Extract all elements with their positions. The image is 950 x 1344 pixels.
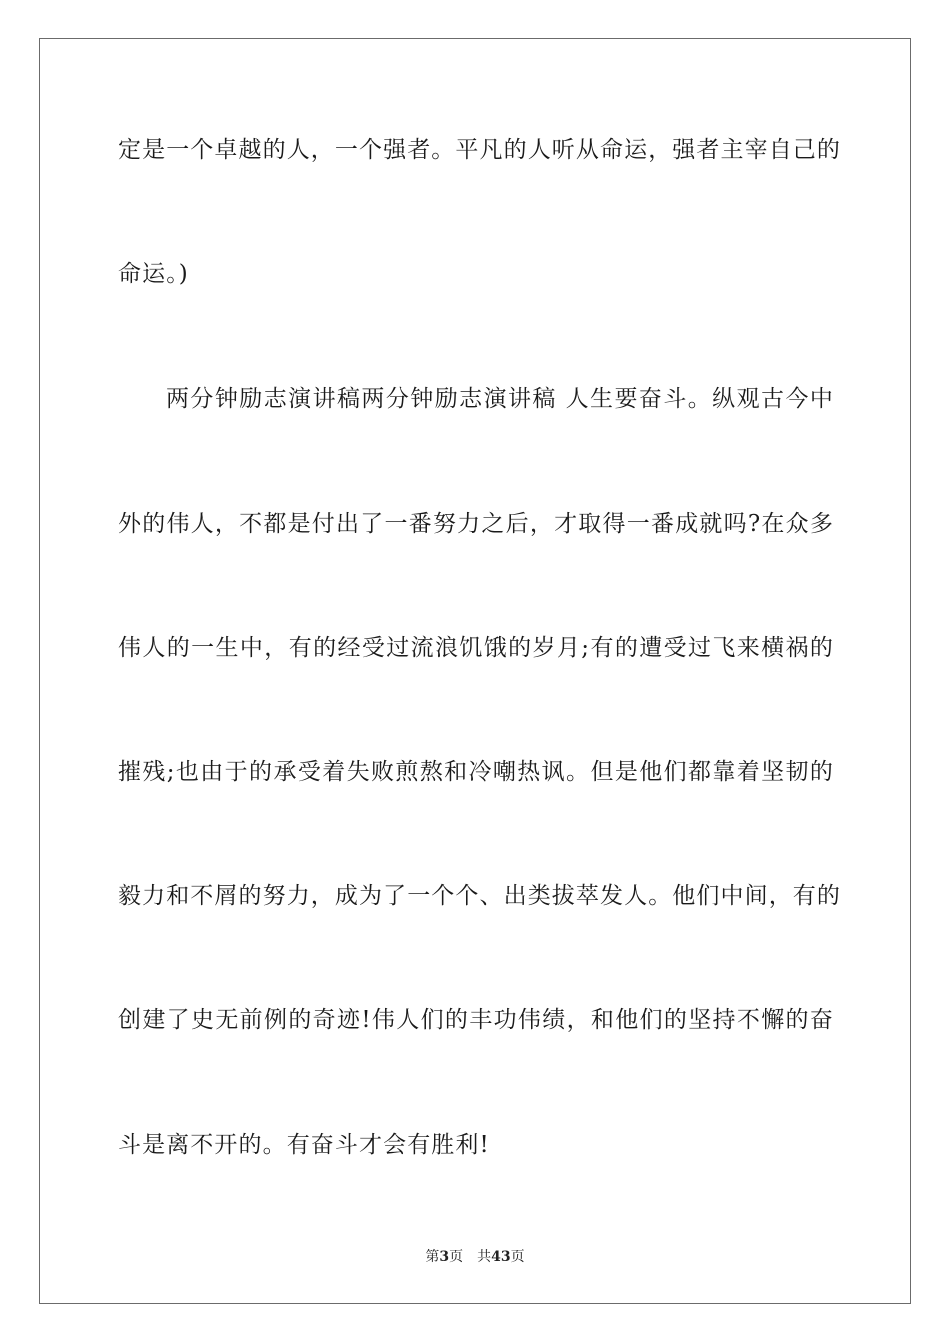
body-line-4: 外的伟人，不都是付出了一番努力之后，才取得一番成就吗?在众多 — [118, 511, 834, 537]
body-line-2: 命运。) — [118, 261, 189, 287]
total-pages: 43 — [491, 1249, 511, 1265]
page-footer — [0, 1248, 950, 1266]
total-prefix: 共 — [477, 1249, 492, 1265]
body-line-1: 定是一个卓越的人，一个强者。平凡的人听从命运，强者主宰自己的 — [118, 137, 841, 163]
body-line-9: 斗是离不开的。有奋斗才会有胜利! — [118, 1132, 490, 1158]
page-frame — [39, 38, 911, 1304]
page-number: 3 — [439, 1249, 450, 1265]
page-prefix: 第 — [425, 1249, 440, 1265]
body-line-5: 伟人的一生中，有的经受过流浪饥饿的岁月;有的遭受过飞来横祸的 — [118, 635, 834, 661]
total-suffix: 页 — [510, 1249, 525, 1265]
body-line-8: 创建了史无前例的奇迹!伟人们的丰功伟绩，和他们的坚持不懈的奋 — [118, 1007, 834, 1033]
body-line-6: 摧残;也由于的承受着失败煎熬和冷嘲热讽。但是他们都靠着坚韧的 — [118, 759, 834, 785]
body-line-3: 两分钟励志演讲稿两分钟励志演讲稿 人生要奋斗。纵观古今中 — [166, 386, 834, 412]
body-line-7: 毅力和不屑的努力，成为了一个个、出类拔萃发人。他们中间，有的 — [118, 883, 841, 909]
page-suffix: 页 — [449, 1249, 464, 1265]
